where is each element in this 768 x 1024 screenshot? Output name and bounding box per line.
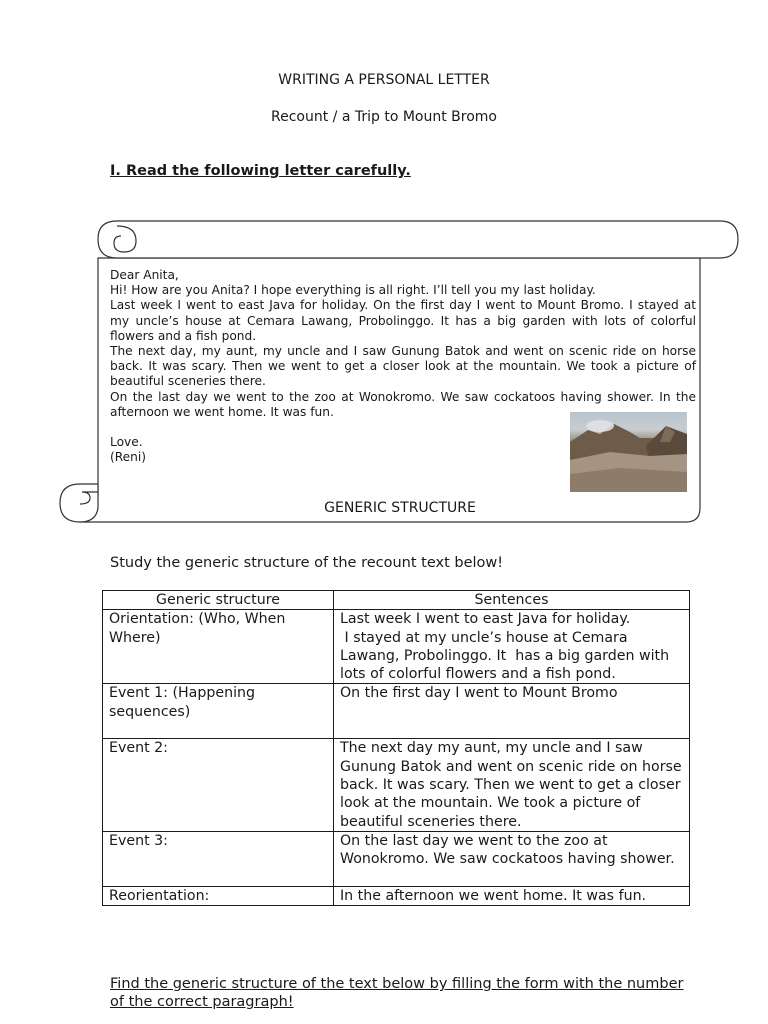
- row-text: Last week I went to east Java for holiday. I stayed at my uncle’s house at Cemara Lawang, Probolinggo. It has a big garden with lots of colorful flowers and a fish pond.: [334, 610, 690, 684]
- letter-closing: Love.: [110, 435, 143, 450]
- row-label: Event 1: (Happening sequences): [103, 684, 334, 739]
- letter-paragraph-2: The next day, my aunt, my uncle and I saw Gunung Batok and went on scenic ride on horse back. It was scary. Then we went to get a closer look at the mountain. We took a picture of beautiful sceneries there.: [110, 344, 696, 389]
- row-label: Orientation: (Who, When Where): [103, 610, 334, 684]
- letter-line: Hi! How are you Anita? I hope everything is all right. I’ll tell you my last holiday.: [110, 283, 596, 298]
- row-text: In the afternoon we went home. It was fun.: [334, 886, 690, 905]
- row-label: Event 3:: [103, 831, 334, 886]
- table-header-row: [103, 591, 690, 610]
- study-instruction: Study the generic structure of the recount text below!: [110, 555, 504, 571]
- row-text: On the first day I went to Mount Bromo: [334, 684, 690, 739]
- page-title: WRITING A PERSONAL LETTER: [278, 72, 490, 88]
- generic-structure-table: [102, 590, 690, 906]
- table-row: [103, 831, 690, 886]
- header-sentences: Sentences: [334, 591, 690, 610]
- page-subtitle: Recount / a Trip to Mount Bromo: [271, 109, 497, 125]
- letter-signature: (Reni): [110, 450, 147, 465]
- table-row: [103, 610, 690, 684]
- letter-paragraph-1: Last week I went to east Java for holiday. On the first day I went to Mount Bromo. I stayed at my uncle’s house at Cemara Lawang, Probolinggo. It has a big garden with lots of colorful flowers and a fish pond.: [110, 298, 696, 343]
- table-row: [103, 886, 690, 905]
- row-label: Reorientation:: [103, 886, 334, 905]
- letter-greeting: Dear Anita,: [110, 268, 179, 282]
- row-text: On the last day we went to the zoo at Wonokromo. We saw cockatoos having shower.: [334, 831, 690, 886]
- mount-bromo-photo: [570, 412, 687, 492]
- table-row: [103, 684, 690, 739]
- letter-paragraph-3: On the last day we went to the zoo at Wonokromo. We saw cockatoos having shower. In the afternoon we went home. It was fun.: [110, 389, 696, 419]
- generic-structure-heading: GENERIC STRUCTURE: [324, 500, 476, 516]
- section-instruction: I. Read the following letter carefully.: [110, 163, 411, 179]
- row-text: The next day my aunt, my uncle and I saw Gunung Batok and went on scenic ride on horse back. It was scary. Then we went to get a closer look at the mountain. We took a picture of beautiful sceneries there.: [334, 739, 690, 831]
- mountain-illustration: [570, 412, 687, 492]
- find-instruction: Find the generic structure of the text below by filling the form with the number of the correct paragraph!: [110, 976, 684, 1010]
- row-label: Event 2:: [103, 739, 334, 831]
- header-generic-structure: Generic structure: [103, 591, 334, 610]
- table-row: [103, 739, 690, 831]
